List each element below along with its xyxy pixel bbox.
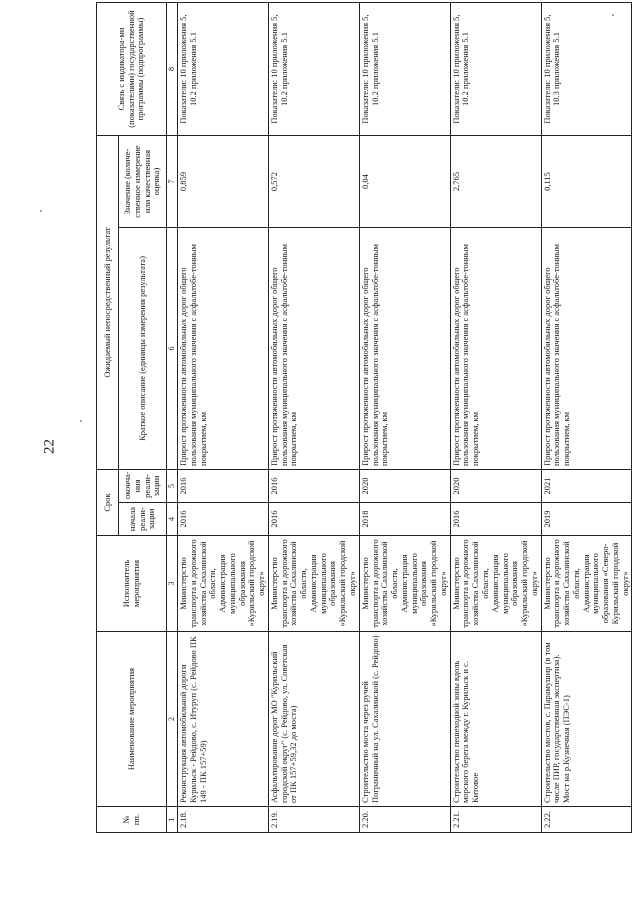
row-end: 2021 [541,470,632,503]
row-start: 2016 [268,503,359,536]
scan-speck [80,420,82,422]
row-name: Реконструкция автомобильной дороги Курильск - Рейдово, с. Итуруп (с. Рейдово ПК 149 - ПК 157+59) [178,632,269,807]
header-num: № пп. [97,807,167,833]
row-num: 2.22. [541,807,632,833]
column-number: 7 [167,136,178,228]
header-term: Срок [97,470,119,536]
row-name: Строительство моста через ручей Пограничный на ул. Сахалинской (с. Рейдово) [359,632,450,807]
row-num: 2.21. [450,807,541,833]
row-num: 2.19. [268,807,359,833]
row-executor: Министерство транспорта и дорожного хозяйства Сахалинской области, Администрация муниципального образования «Курильский городской округ» [359,536,450,632]
column-number: 3 [167,536,178,632]
column-number: 1 [167,807,178,833]
row-start: 2018 [359,503,450,536]
table-row [541,3,632,833]
row-link: Показатели: 10 приложения 5, 10.2 приложения 5.1 [450,3,541,136]
row-start: 2016 [450,503,541,536]
row-description: Прирост протяженности автомобильных дорог общего пользования муниципального значения с асфальтобе-тонным покрытием, км [541,228,632,470]
row-end: 2020 [359,470,450,503]
page-number: 22 [41,439,58,454]
row-end: 2016 [178,470,269,503]
row-executor: Министерство транспорта и дорожного хозяйства Сахалинской области, Администрация муниципального образования «Курильский городской округ» [178,536,269,632]
column-number: 5 [167,470,178,503]
header-end: оконча-ния реали-зации [119,470,167,503]
row-num: 2.20. [359,807,450,833]
table-row [359,3,450,833]
header-value: Значение (количе-ственное измерение или качественная оценка) [119,136,167,228]
header-name: Наименование мероприятия [97,632,167,807]
row-link: Показатели: 10 приложения 5, 10.2 приложения 5.1 [178,3,269,136]
column-number: 6 [167,228,178,470]
row-link: Показатели: 10 приложения 5, 10.2 приложения 5.1 [268,3,359,136]
table-row [268,3,359,833]
row-name: Строительство мостов, с. Парамушир (в том числе ПИР, государственная экспертиза). Мост на р.Кузнечная (ПЭС-1) [541,632,632,807]
row-value: 0,859 [178,136,269,228]
row-end: 2016 [268,470,359,503]
row-start: 2016 [178,503,269,536]
row-value: 0,04 [359,136,450,228]
column-number: 8 [167,3,178,136]
row-value: 0,115 [541,136,632,228]
scan-speck [40,210,42,212]
header-link: Связь с индикатора-ми (показателями) государственной программы (подпрограммы) [97,3,167,136]
table-row [450,3,541,833]
row-executor: Министерство транспорта и дорожного хозяйства Сахалинской области, Администрация муниципального образования «Курильский городской округ» [268,536,359,632]
row-link: Показатели: 10 приложения 5, 10.3 приложения 5.1 [541,3,632,136]
rotated-table-container [96,3,630,833]
header-executor: Исполнитель мероприятия [97,536,167,632]
row-executor: Министерство транспорта и дорожного хозяйства Сахалинской области, Администрация муниципального образования «Курильский городской округ» [450,536,541,632]
row-description: Прирост протяженности автомобильных дорог общего пользования муниципального значения с асфальтобе-тонным покрытием, км [359,228,450,470]
header-description: Краткое описание (единицы измерения результата) [119,228,167,470]
row-value: 2,765 [450,136,541,228]
row-end: 2020 [450,470,541,503]
row-description: Прирост протяженности автомобильных дорог общего пользования муниципального значения с асфальтобе-тонным покрытием, км [450,228,541,470]
row-num: 2.18. [178,807,269,833]
column-number: 4 [167,503,178,536]
row-start: 2019 [541,503,632,536]
table-row [178,3,269,833]
row-value: 0,572 [268,136,359,228]
row-executor: Министерство транспорта и дорожного хозяйства Сахалинской области, Администрация муниципального образования «Северо-Курильский городской округ» [541,536,632,632]
row-description: Прирост протяженности автомобильных дорог общего пользования муниципального значения с асфальтобе-тонным покрытием, км [178,228,269,470]
row-link: Показатели: 10 приложения 5, 10.2 приложения 5.1 [359,3,450,136]
column-number: 2 [167,632,178,807]
header-start: начала реали-зации [119,503,167,536]
rotated-table-frame [96,3,630,833]
header-expected: Ожидаемый непосредственный результат [97,136,119,470]
row-name: Асфальтирование дорог МО "Курильский городской округ" (с. Рейдово, ул. Советская от ПК 157+59,32 до моста) [268,632,359,807]
row-name: Строительство пешеходной зоны вдоль морского берега между г. Курильск и с. Китовое [450,632,541,807]
row-description: Прирост протяженности автомобильных дорог общего пользования муниципального значения с асфальтобе-тонным покрытием, км [268,228,359,470]
measures-table [96,2,632,833]
